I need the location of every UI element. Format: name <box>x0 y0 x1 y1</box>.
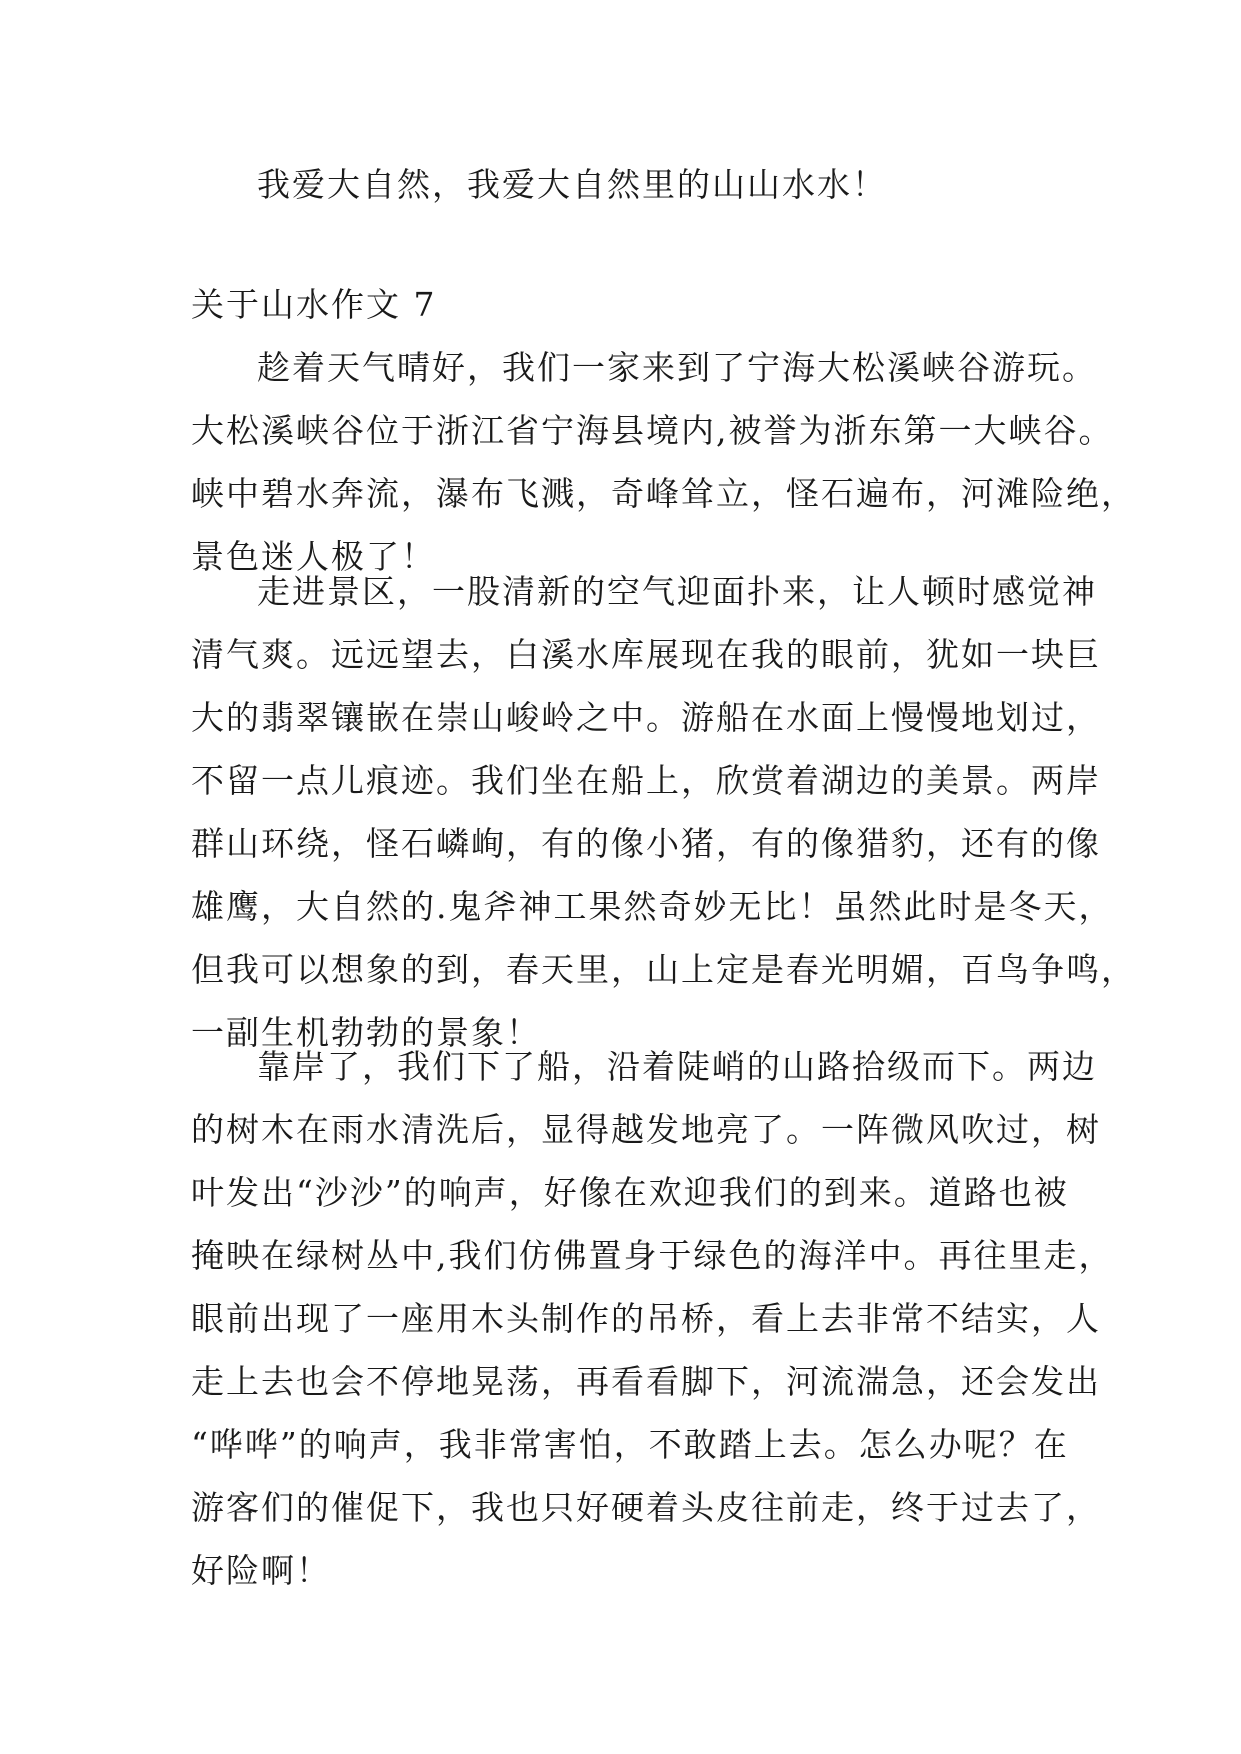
paragraph-line: 群山环绕，怪石嶙峋，有的像小猪，有的像猎豹，还有的像 <box>191 824 1101 863</box>
paragraph-3 <box>191 1035 1114 1602</box>
paragraph-line: 靠岸了，我们下了船，沿着陡峭的山路拾级而下。两边 <box>257 1047 1097 1086</box>
paragraph-line: 游客们的催促下，我也只好硬着头皮往前走，终于过去了， <box>191 1488 1101 1527</box>
paragraph-2 <box>191 560 1136 1064</box>
paragraph-line: 雄鹰，大自然的.鬼斧神工果然奇妙无比！虽然此时是冬天， <box>191 887 1114 926</box>
closing-paragraph <box>191 153 1071 216</box>
paragraph-1 <box>191 336 1136 588</box>
paragraph-line: 不留一点儿痕迹。我们坐在船上，欣赏着湖边的美景。两岸 <box>191 761 1101 800</box>
paragraph-line: 大的翡翠镶嵌在崇山峻岭之中。游船在水面上慢慢地划过， <box>191 698 1101 737</box>
paragraph-line: 一副生机勃勃的景象！ <box>191 1013 541 1052</box>
paragraph-line: “哗哗”的响声，我非常害怕，不敢踏上去。怎么办呢？在 <box>191 1425 1069 1464</box>
paragraph-line: 走上去也会不停地晃荡，再看看脚下，河流湍急，还会发出 <box>191 1362 1101 1401</box>
paragraph-line: 的树木在雨水清洗后，显得越发地亮了。一阵微风吹过，树 <box>191 1110 1101 1149</box>
section-heading <box>191 273 1071 336</box>
paragraph-line: 掩映在绿树丛中,我们仿佛置身于绿色的海洋中。再往里走， <box>191 1236 1114 1275</box>
paragraph-line: 趁着天气晴好，我们一家来到了宁海大松溪峡谷游玩。 <box>257 348 1097 387</box>
paragraph-line: 但我可以想象的到，春天里，山上定是春光明媚，百鸟争鸣， <box>191 950 1136 989</box>
paragraph-line: 景色迷人极了！ <box>191 537 436 576</box>
paragraph-line: 走进景区，一股清新的空气迎面扑来，让人顿时感觉神 <box>257 572 1097 611</box>
paragraph-line: 峡中碧水奔流，瀑布飞溅，奇峰耸立，怪石遍布，河滩险绝， <box>191 474 1136 513</box>
paragraph-line: 大松溪峡谷位于浙江省宁海县境内,被誉为浙东第一大峡谷。 <box>191 411 1114 450</box>
closing-line: 我爱大自然，我爱大自然里的山山水水！ <box>257 165 887 204</box>
section-title: 关于山水作文 7 <box>191 285 437 324</box>
paragraph-line: 眼前出现了一座用木头制作的吊桥，看上去非常不结实，人 <box>191 1299 1101 1338</box>
paragraph-line: 好险啊！ <box>191 1551 331 1590</box>
paragraph-line: 清气爽。远远望去，白溪水库展现在我的眼前，犹如一块巨 <box>191 635 1101 674</box>
paragraph-line: 叶发出“沙沙”的响声，好像在欢迎我们的到来。道路也被 <box>191 1173 1069 1212</box>
